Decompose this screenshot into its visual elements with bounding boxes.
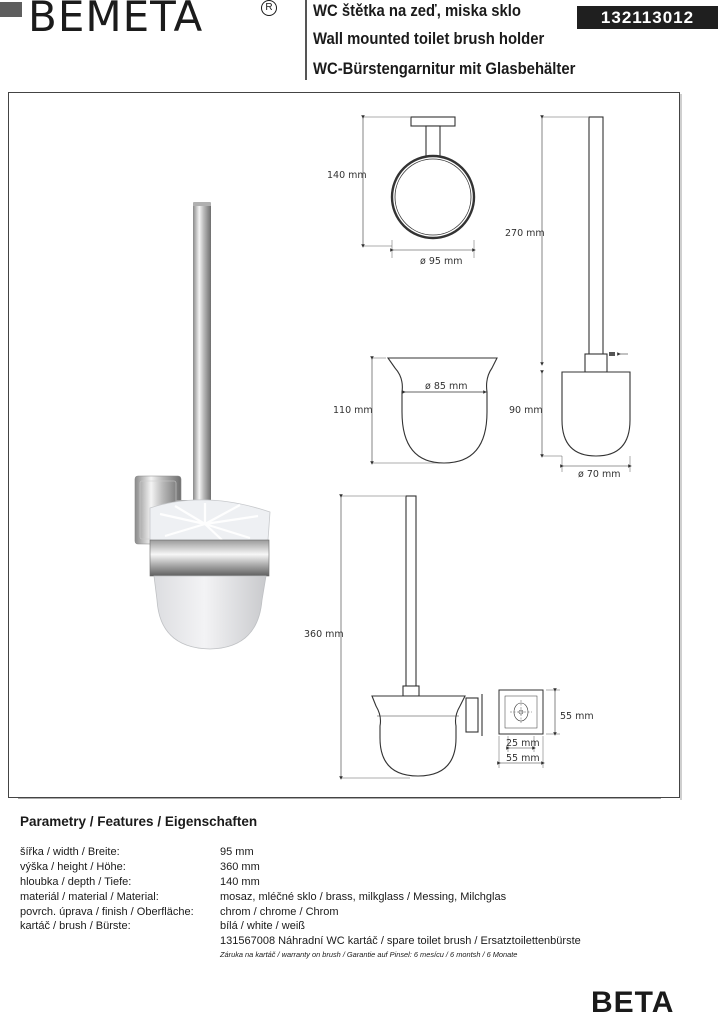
dim-bowl-diameter: ø 85 mm xyxy=(425,381,468,392)
spec-label: kartáč / brush / Bürste: xyxy=(20,920,131,932)
dim-total-height: 360 mm xyxy=(304,629,344,640)
glass-bowl-view xyxy=(372,358,497,463)
brand-logo: BEMETA xyxy=(28,0,204,41)
assembled-side-view xyxy=(341,496,482,778)
spec-value: 360 mm xyxy=(220,861,260,873)
spec-label: hloubka / depth / Tiefe: xyxy=(20,876,132,888)
ring-top-view xyxy=(363,117,474,258)
title-german: WC-Bürstengarnitur mit Glasbehälter xyxy=(313,60,576,78)
product-code: 132113012 xyxy=(577,6,718,29)
dim-plate-hole-spacing: 25 mm xyxy=(506,738,540,749)
title-english: Wall mounted toilet brush holder xyxy=(313,30,545,48)
spec-value: chrom / chrome / Chrom xyxy=(220,906,339,918)
dim-bowl-height: 110 mm xyxy=(333,405,373,416)
features-title: Parametry / Features / Eigenschaften xyxy=(20,814,258,829)
spec-label: výška / height / Höhe: xyxy=(20,861,126,873)
spec-label: šířka / width / Breite: xyxy=(20,846,120,858)
product-photo xyxy=(135,202,270,649)
registered-mark: R xyxy=(261,0,277,16)
dim-plate-height: 55 mm xyxy=(560,711,594,722)
dim-brush-head-height: 90 mm xyxy=(509,405,543,416)
spec-value: 95 mm xyxy=(220,846,254,858)
series-name: BETA xyxy=(591,986,675,1019)
dim-ring-height: 140 mm xyxy=(327,170,367,181)
spare-part-note: 131567008 Náhradní WC kartáč / spare toilet brush / Ersatztoilettenbürste xyxy=(220,935,581,947)
spec-label: materiál / material / Material: xyxy=(20,891,159,903)
spec-value: 140 mm xyxy=(220,876,260,888)
dim-plate-width: 55 mm xyxy=(506,753,540,764)
section-separator xyxy=(18,798,661,799)
spec-value: mosaz, mléčné sklo / brass, milkglass / Messing, Milchglas xyxy=(220,891,507,903)
spec-label: povrch. úprava / finish / Oberfläche: xyxy=(20,906,194,918)
brush-side-view xyxy=(542,117,630,472)
warranty-note: Záruka na kartáč / warranty on brush / Garantie auf Pinsel: 6 mesícu / 6 montsh / 6 Monate xyxy=(220,950,518,959)
dim-ring-diameter: ø 95 mm xyxy=(420,256,463,267)
spec-value: bílá / white / weiß xyxy=(220,920,305,932)
title-czech: WC štětka na zeď, miska sklo xyxy=(313,2,521,20)
dim-brush-length: 270 mm xyxy=(505,228,545,239)
dim-brush-head-diameter: ø 70 mm xyxy=(578,469,621,480)
